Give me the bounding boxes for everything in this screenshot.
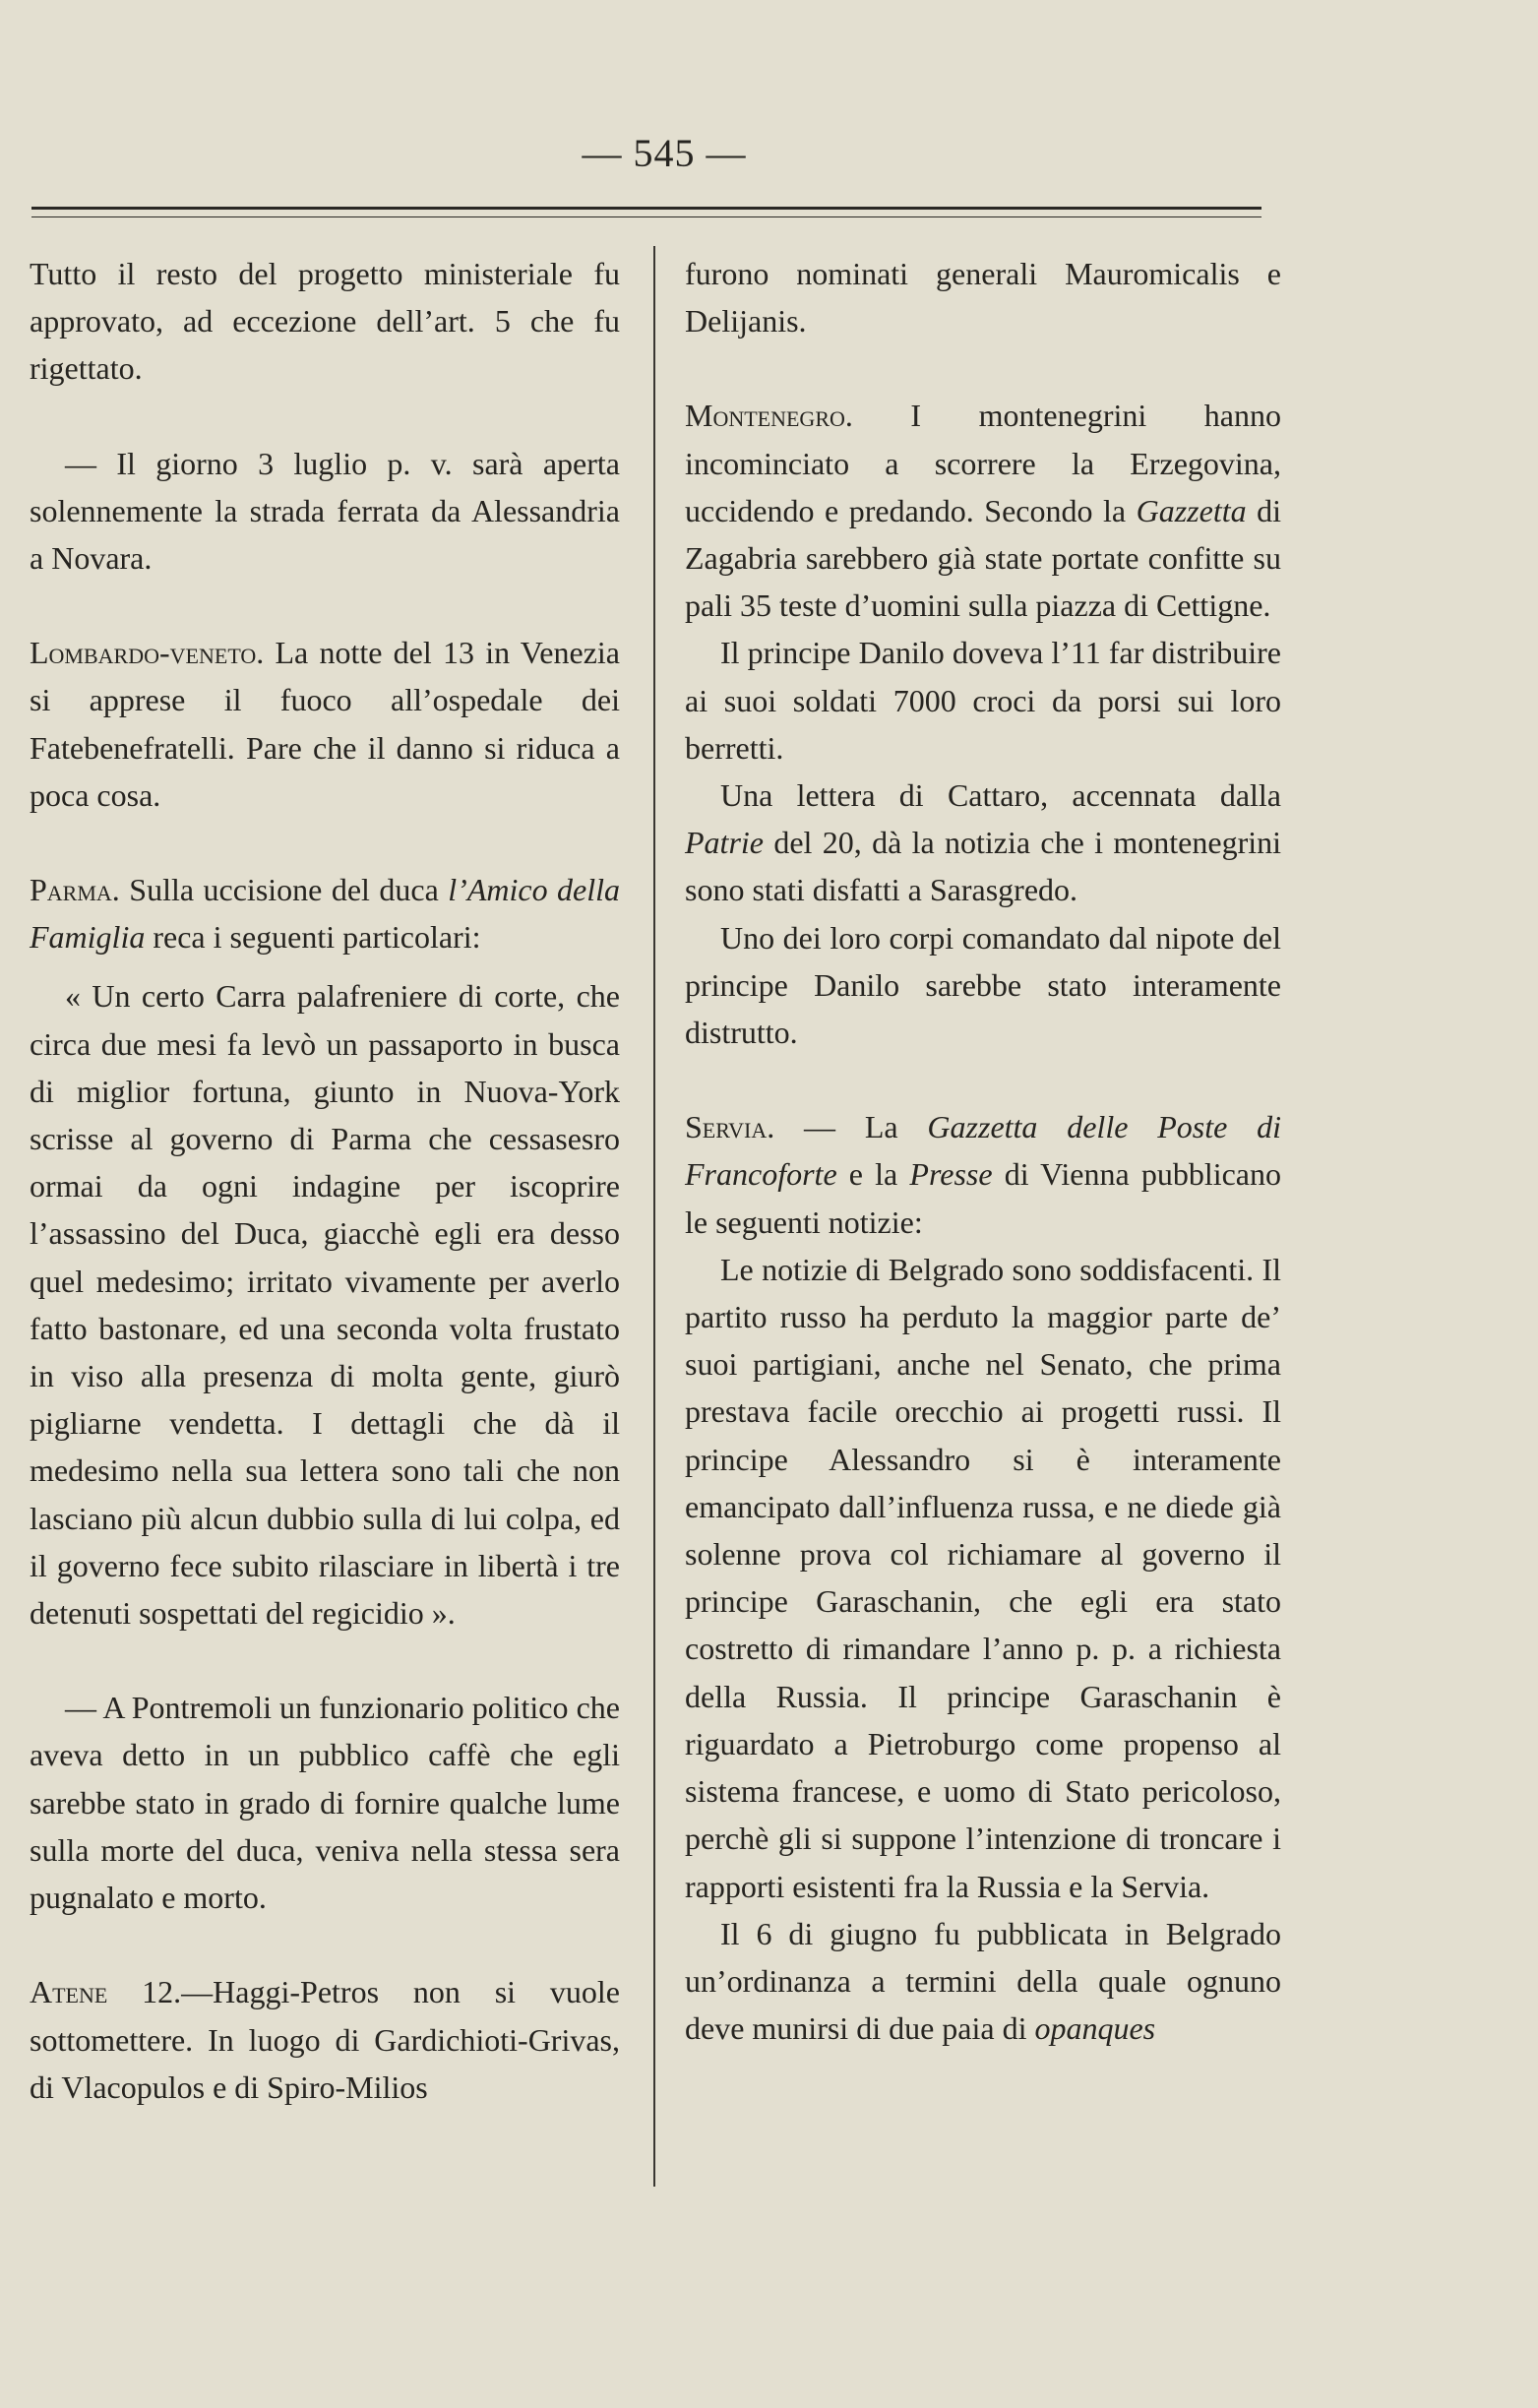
paragraph: Il principe Danilo doveva l’11 far distribuire ai suoi soldati 7000 croci da porsi sui loro berretti. <box>685 635 1281 766</box>
paragraph: Atene 12.—Haggi-Petros non si vuole sottomettere. In luogo di Gardichioti-Grivas, di Vlacopulos e di Spiro-Milios <box>30 1974 620 2105</box>
paragraph: — A Pontremoli un funzionario politico che aveva detto in un pubblico caffè che egli sarebbe stato in grado di fornire qualche lume sulla morte del duca, veniva nella stessa sera pugnalato e morto. <box>30 1690 620 1916</box>
section-heading: Atene <box>30 1974 108 2010</box>
page-number: — 545 — <box>582 131 747 175</box>
header-rule <box>31 207 1261 217</box>
paragraph: Lombardo-veneto. La notte del 13 in Venezia si apprese il fuoco all’ospedale dei Fatebenefratelli. Pare che il danno si riduca a poca cosa. <box>30 635 620 813</box>
section-heading: Parma. <box>30 872 120 908</box>
section-heading: Servia. <box>685 1109 775 1145</box>
paragraph: « Un certo Carra palafreniere di corte, che circa due mesi fa levò un passaporto in busca di miglior fortuna, giunto in Nuova-York scrisse al governo di Parma che cessasesro ormai da ogni indagine per iscoprire l’assassino del Duca, giacchè egli era desso quel medesimo; irritato vivamente per averlo fatto bastonare, ed una seconda volta frustato in viso alla presenza di molta gente, giurò pigliarne vendetta. I dettagli che dà il medesimo nella sua lettera sono tali che non lasciano più alcun dubbio sulla di lui colpa, ed il governo fece subito rilasciare in libertà i tre detenuti sospettati del regicidio ». <box>30 978 620 1632</box>
left-column <box>30 250 620 2111</box>
paragraph: Servia. — La Gazzetta delle Poste di Francoforte e la Presse di Vienna pubblicano le seguenti notizie: <box>685 1109 1282 1240</box>
section-heading: Montenegro. <box>685 398 853 434</box>
paragraph: Le notizie di Belgrado sono soddisfacenti. Il partito russo ha perduto la maggior parte de’ suoi partigiani, anche nel Senato, che prima prestava facile orecchio ai progetti russi. Il principe Alessandro si è interamente emancipato dall’influenza russa, e ne diede già solenne prova col richiamare al governo il principe Garaschanin, che egli era stato costretto di rimandare l’anno p. p. a richiesta della Russia. Il principe Garaschanin è riguardato a Pietroburgo come propenso al sistema francese, e uomo di Stato pericoloso, perchè gli si suppone l’intenzione di troncare i rapporti esistenti fra la Russia e la Servia. <box>685 1251 1281 1904</box>
paragraph: Montenegro. I montenegrini hanno incominciato a scorrere la Erzegovina, uccidendo e predando. Secondo la Gazzetta di Zagabria sarebbero già state portate confitte su pali 35 teste d’uomini sulla piazza di Cettigne. <box>685 398 1282 624</box>
paragraph: Il 6 di giugno fu pubblicata in Belgrado un’ordinanza a termini della quale ognuno deve munirsi di due paia di opanques <box>685 1915 1281 2047</box>
paragraph: furono nominati generali Mauromicalis e Delijanis. <box>685 256 1281 340</box>
section-heading: Lombardo-veneto. <box>30 635 265 671</box>
right-column <box>685 250 1281 2052</box>
paragraph: Tutto il resto del progetto ministeriale fu approvato, ad eccezione dell’art. 5 che fu rigettato. <box>30 256 620 387</box>
paragraph: Una lettera di Cattaro, accennata dalla Patrie del 20, dà la notizia che i montenegrini sono stati disfatti a Sarasgredo. <box>685 777 1281 908</box>
paragraph: Uno dei loro corpi comandato dal nipote del principe Danilo sarebbe stato interamente distrutto. <box>685 919 1281 1051</box>
paragraph: Parma. Sulla uccisione del duca l’Amico della Famiglia reca i seguenti particolari: <box>30 872 621 956</box>
column-divider <box>653 246 655 2187</box>
paragraph: — Il giorno 3 luglio p. v. sarà aperta solennemente la strada ferrata da Alessandria a Novara. <box>30 445 620 577</box>
